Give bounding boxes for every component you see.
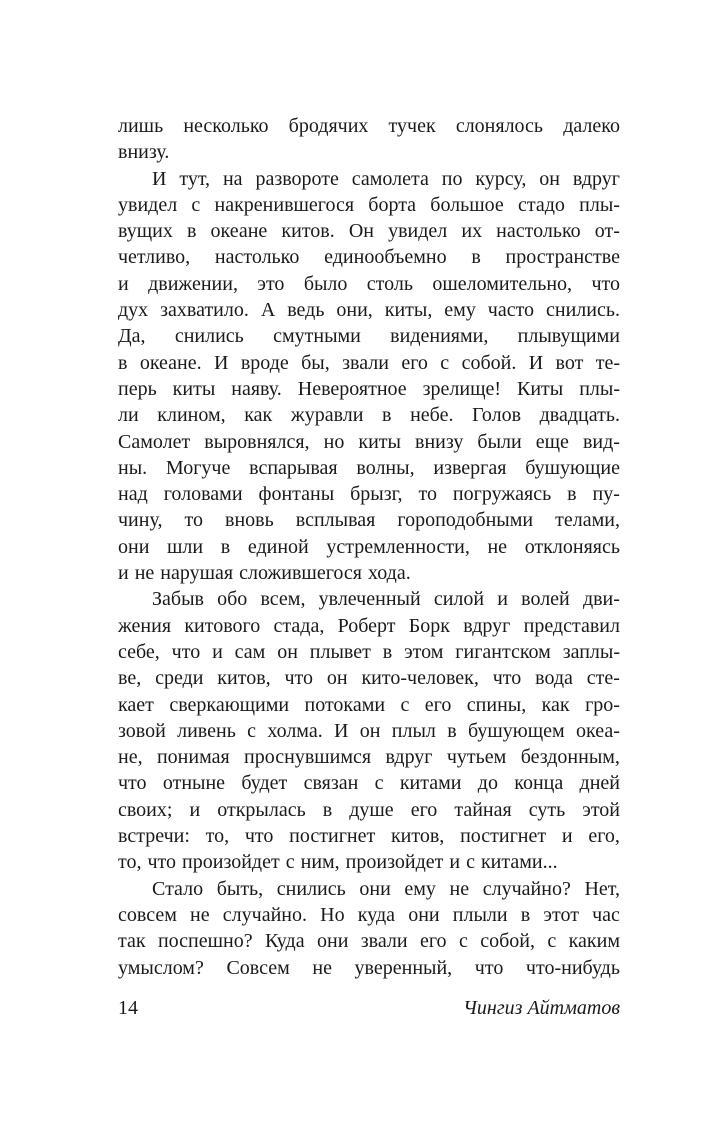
word: движении, <box>148 272 238 295</box>
word: перь <box>118 377 157 400</box>
word: до <box>477 772 498 795</box>
text-line <box>118 323 620 349</box>
word: в <box>567 483 577 506</box>
word: этот <box>543 903 579 926</box>
word: с <box>247 719 257 742</box>
word: вдруг <box>385 746 433 769</box>
text-line <box>118 718 620 744</box>
word: океане. <box>139 351 202 374</box>
word: несколько <box>183 115 269 137</box>
word: океа- <box>576 719 620 742</box>
word: волны, <box>356 456 415 479</box>
word: в <box>447 719 457 742</box>
word: не <box>449 877 470 900</box>
word: и <box>212 640 223 663</box>
word: как <box>541 693 570 716</box>
word: дух <box>118 299 149 322</box>
paragraph <box>118 586 620 875</box>
word: в <box>118 351 128 374</box>
word: он <box>359 719 381 742</box>
word: и <box>449 851 461 874</box>
text-line <box>118 481 620 507</box>
word: что <box>591 272 620 295</box>
word: каким <box>568 930 620 953</box>
word: его <box>419 930 447 953</box>
word: зовой <box>118 719 166 742</box>
word: понимая <box>156 746 230 769</box>
word: отклоняясь <box>524 535 620 558</box>
word: его <box>401 351 428 374</box>
word: не <box>312 956 332 979</box>
word: себе, <box>118 640 160 663</box>
word: сте- <box>586 667 620 690</box>
text-line <box>118 350 620 376</box>
text-line <box>118 297 620 323</box>
text-line <box>118 665 620 691</box>
word: что <box>492 667 522 690</box>
word: что <box>171 640 201 663</box>
word: постигнет <box>460 825 547 848</box>
word: тут, <box>179 167 211 190</box>
word: что-нибудь <box>525 956 620 979</box>
text-line <box>118 113 620 139</box>
word: вдруг <box>463 614 511 637</box>
page-footer <box>118 995 620 1021</box>
word: случайно. <box>222 903 307 926</box>
word: ве, <box>118 667 142 690</box>
word: дви- <box>582 588 620 611</box>
word: захватило. <box>160 299 249 322</box>
word: конца <box>514 772 564 795</box>
text-line <box>118 613 620 639</box>
word: с <box>458 930 468 953</box>
word: но <box>323 430 345 453</box>
word: Забыв <box>152 588 204 611</box>
word: ливень <box>177 719 236 742</box>
word: они <box>118 535 150 558</box>
word: не <box>190 903 210 926</box>
text-line <box>118 876 620 902</box>
word: чутьем <box>446 746 507 769</box>
word: бродячих <box>288 115 369 137</box>
word: с <box>466 851 475 874</box>
word: зрелище! <box>422 377 502 400</box>
word: он <box>277 640 298 663</box>
word: единообъемно <box>324 246 447 269</box>
word: отныне <box>162 772 226 795</box>
word: кает <box>118 693 154 716</box>
word: нарушая <box>160 562 234 585</box>
word: снились <box>174 325 244 348</box>
word: от- <box>594 220 620 243</box>
word: среди <box>155 667 204 690</box>
text-line <box>118 534 620 560</box>
word: накренившегося <box>214 193 355 216</box>
word: и <box>118 272 129 295</box>
word: слонялось <box>455 115 544 137</box>
word: своих; <box>118 798 173 821</box>
word: в <box>382 404 392 427</box>
word: проснувшимся <box>244 746 372 769</box>
word: еще <box>535 430 569 453</box>
word: они <box>408 903 440 926</box>
word: Нет, <box>584 877 620 900</box>
text-line <box>118 560 620 586</box>
word: он <box>539 167 560 190</box>
word: постигнет <box>289 825 376 848</box>
word: плывет <box>309 640 371 663</box>
text-line <box>118 770 620 796</box>
word: Могуче <box>165 456 231 479</box>
word: китов, <box>217 667 271 690</box>
word: он <box>326 667 348 690</box>
word: в <box>520 903 531 926</box>
word: гороподобными <box>397 509 534 532</box>
word: звали <box>342 351 389 374</box>
word: настолько <box>496 220 581 243</box>
word: что <box>284 667 314 690</box>
word: четливо, <box>118 246 191 269</box>
word: что <box>118 772 147 795</box>
text-line <box>118 639 620 665</box>
word: Но <box>320 903 345 926</box>
word: над <box>118 483 148 506</box>
word: не, <box>118 746 143 769</box>
word: плыл <box>391 719 436 742</box>
text-line <box>118 586 620 612</box>
word: ему <box>404 877 436 900</box>
word: китами <box>399 772 462 795</box>
word: случайно? <box>482 877 571 900</box>
word: киты <box>358 430 401 453</box>
word: жения <box>118 614 172 637</box>
word: столь <box>366 272 413 295</box>
word: ведь <box>287 299 325 322</box>
text-line <box>118 797 620 823</box>
word: устремленности, <box>326 535 470 558</box>
word: пространстве <box>505 246 620 269</box>
word: вновь <box>225 509 274 532</box>
word: китами... <box>480 851 558 874</box>
word: внизу <box>415 430 464 453</box>
text-line <box>118 192 620 218</box>
word: были <box>477 430 522 453</box>
word: его <box>410 798 438 821</box>
word: бушующем <box>467 719 565 742</box>
word: что <box>474 956 504 979</box>
running-author: Чингиз Айтматов <box>463 997 620 1019</box>
word: небе. <box>410 404 454 427</box>
word: волей <box>521 588 570 611</box>
word: Самолет <box>118 430 191 453</box>
word: с <box>191 193 201 216</box>
word: ему <box>444 299 476 322</box>
word: пу- <box>592 483 620 506</box>
text-line <box>118 849 620 875</box>
word: его <box>424 693 452 716</box>
word: на <box>222 167 243 190</box>
word: брызг, <box>350 483 403 506</box>
word: сложившегося <box>239 562 362 585</box>
text-line <box>118 455 620 481</box>
word: это <box>257 272 285 295</box>
word: куда <box>357 903 396 926</box>
text-line <box>118 376 620 402</box>
word: бы, <box>301 351 330 374</box>
word: Он <box>348 220 374 243</box>
word: дней <box>579 772 620 795</box>
text-line <box>118 928 620 954</box>
word: с <box>400 693 410 716</box>
word: собой. <box>461 351 517 374</box>
word: было <box>303 272 348 295</box>
word: Голов <box>472 404 522 427</box>
word: Киты <box>517 377 564 400</box>
text-line <box>118 244 620 270</box>
word: выровнялся, <box>204 430 310 453</box>
word: большое <box>430 193 504 216</box>
word: Куда <box>264 930 305 953</box>
text-line <box>118 823 620 849</box>
paragraph <box>118 166 620 587</box>
word: тучек <box>388 115 436 137</box>
word: потоками <box>304 693 386 716</box>
word: этой <box>582 798 620 821</box>
word: то, <box>118 851 142 874</box>
word: вущих <box>118 220 173 243</box>
word: внизу. <box>118 141 170 164</box>
word: вид- <box>582 430 620 453</box>
word: ны. <box>118 456 148 479</box>
word: как <box>244 404 273 427</box>
word: так <box>118 930 146 953</box>
word: и <box>561 825 573 848</box>
page-number: 14 <box>118 997 138 1019</box>
word: они <box>316 930 349 953</box>
word: встречи: <box>118 825 190 848</box>
word: тайная <box>454 798 512 821</box>
text-line <box>118 271 620 297</box>
word: их <box>461 220 483 243</box>
word: плы- <box>579 193 620 216</box>
word: снились <box>276 877 346 900</box>
word: холма. <box>267 719 323 742</box>
word: то <box>184 509 203 532</box>
word: уверенный, <box>354 956 453 979</box>
word: произойдет <box>345 851 444 874</box>
word: снились. <box>546 299 620 322</box>
word: быть, <box>216 877 264 900</box>
word: те- <box>595 351 620 374</box>
word: китов. <box>281 220 335 243</box>
word: в <box>322 798 333 821</box>
word: вдруг <box>572 167 620 190</box>
word: кито-человек, <box>361 667 479 690</box>
word: самолета <box>351 167 429 190</box>
word: развороте <box>255 167 339 190</box>
word: плывущими <box>517 325 620 348</box>
word: лишь <box>118 115 164 137</box>
word: И <box>528 351 544 374</box>
word: Совсем <box>226 956 290 979</box>
word: с <box>285 851 295 874</box>
word: умыслом? <box>118 956 204 979</box>
word: ошеломительно, <box>432 272 573 295</box>
word: Стало <box>152 877 204 900</box>
word: хода. <box>367 562 411 585</box>
body-text <box>118 113 620 981</box>
word: гро- <box>585 693 620 716</box>
word: и <box>189 798 201 821</box>
word: в <box>471 246 481 269</box>
word: вода <box>535 667 573 690</box>
word: настолько <box>214 246 300 269</box>
word: увидел <box>388 220 448 243</box>
text-line <box>118 902 620 928</box>
word: вроде <box>240 351 289 374</box>
word: часто <box>487 299 535 322</box>
word: журавли <box>290 404 364 427</box>
word: душе <box>349 798 394 821</box>
word: плы- <box>579 377 620 400</box>
word: обо <box>217 588 248 611</box>
word: что <box>147 851 177 874</box>
word: увлеченный <box>318 588 421 611</box>
word: ли <box>118 404 139 427</box>
text-line <box>118 955 620 981</box>
word: по <box>441 167 463 190</box>
word: спины, <box>466 693 527 716</box>
text-line <box>118 507 620 533</box>
word: они <box>359 877 391 900</box>
word: киты <box>172 377 216 400</box>
word: киты, <box>384 299 433 322</box>
word: и <box>497 588 508 611</box>
word: его, <box>588 825 620 848</box>
word: то <box>418 483 437 506</box>
word: видениями, <box>390 325 489 348</box>
word: силой <box>433 588 485 611</box>
word: не <box>487 535 508 558</box>
word: то, <box>205 825 230 848</box>
word: китового <box>184 614 261 637</box>
word: вот <box>555 351 584 374</box>
word: извергая <box>433 456 507 479</box>
word: единой <box>247 535 309 558</box>
word: связан <box>303 772 359 795</box>
word: они, <box>336 299 373 322</box>
word: всплывая <box>295 509 376 532</box>
word: увидел <box>118 193 178 216</box>
word: наяву. <box>231 377 282 400</box>
word: шли <box>167 535 204 558</box>
word: А <box>260 299 276 322</box>
word: вспарывая <box>249 456 338 479</box>
word: океане <box>210 220 268 243</box>
text-line <box>118 744 620 770</box>
word: не <box>134 562 155 585</box>
text-line <box>118 692 620 718</box>
word: час <box>592 903 620 926</box>
word: И <box>334 719 349 742</box>
word: в <box>220 535 231 558</box>
word: представил <box>523 614 620 637</box>
word: двадцать. <box>539 404 620 427</box>
word: бездонным, <box>520 746 620 769</box>
word: фонтаны <box>258 483 335 506</box>
word: чину, <box>118 509 163 532</box>
word: совсем <box>118 903 177 926</box>
word: гигантском <box>455 640 551 663</box>
word: И <box>152 167 167 190</box>
word: бушующие <box>525 456 620 479</box>
word: в <box>186 220 197 243</box>
word: головами <box>163 483 243 506</box>
word: сверкающими <box>169 693 290 716</box>
word: с <box>547 930 557 953</box>
text-line <box>118 218 620 244</box>
paragraph <box>118 113 620 166</box>
word: погружаясь <box>452 483 552 506</box>
word: сам <box>234 640 266 663</box>
word: стадо <box>518 193 565 216</box>
word: Невероятное <box>297 377 407 400</box>
word: Борк <box>408 614 450 637</box>
paragraph <box>118 876 620 981</box>
word: курсу, <box>475 167 527 190</box>
word: открылась <box>217 798 306 821</box>
word: произойдет <box>182 851 280 874</box>
word: плыли <box>452 903 508 926</box>
text-line <box>118 166 620 192</box>
word: поспешно? <box>157 930 253 953</box>
word: ним, <box>300 851 340 874</box>
word: клином, <box>157 404 226 427</box>
word: Роберт <box>337 614 396 637</box>
word: собой, <box>480 930 535 953</box>
word: звали <box>360 930 408 953</box>
word: борта <box>368 193 417 216</box>
word: телами, <box>555 509 620 532</box>
word: смутными <box>273 325 361 348</box>
word: будет <box>241 772 288 795</box>
word: китов, <box>390 825 445 848</box>
word: всем, <box>260 588 306 611</box>
text-line <box>118 139 620 165</box>
word: далеко <box>563 115 620 137</box>
word: и <box>118 562 129 585</box>
word: в <box>382 640 393 663</box>
word: этом <box>404 640 444 663</box>
word: И <box>214 351 229 374</box>
text-line <box>118 402 620 428</box>
word: с <box>374 772 384 795</box>
word: стада, <box>273 614 325 637</box>
word: суть <box>528 798 566 821</box>
text-line <box>118 429 620 455</box>
word: с <box>440 351 450 374</box>
word: что <box>244 825 274 848</box>
word: Да, <box>118 325 146 348</box>
word: заплы- <box>562 640 620 663</box>
